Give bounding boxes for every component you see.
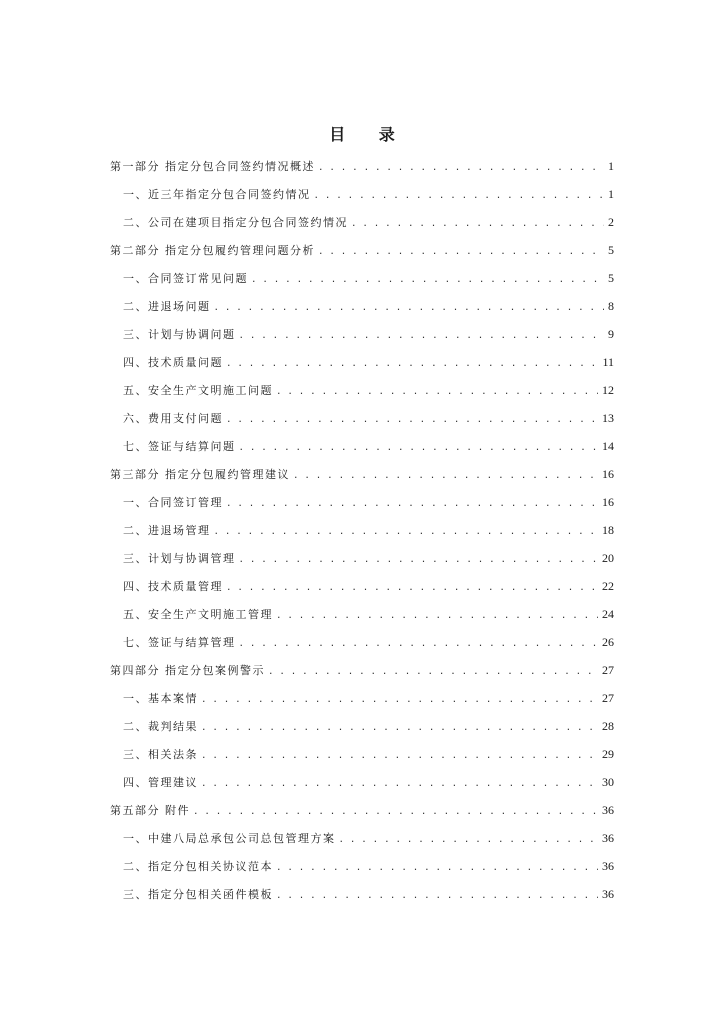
toc-page-number: 12 (602, 383, 614, 397)
toc-subsection-entry[interactable] (110, 295, 614, 323)
toc-dot-leader (319, 240, 604, 262)
toc-dot-leader (227, 492, 598, 514)
toc-entry-label: 三、指定分包相关函件模板 (123, 888, 273, 901)
toc-subsection-entry[interactable] (110, 435, 614, 463)
page-title: 目 录 (329, 125, 409, 144)
toc-entry-label: 第一部分 指定分包合同签约情况概述 (110, 160, 315, 173)
toc-page-number: 20 (602, 551, 614, 565)
toc-section-entry[interactable] (110, 463, 614, 491)
toc-section-entry[interactable] (110, 659, 614, 687)
toc-subsection-entry[interactable] (110, 547, 614, 575)
toc-subsection-entry[interactable] (110, 211, 614, 239)
toc-page-number: 27 (602, 663, 614, 677)
toc-dot-leader (240, 548, 599, 570)
toc-entry-label: 五、安全生产文明施工管理 (123, 608, 273, 621)
toc-dot-leader (227, 576, 598, 598)
toc-subsection-entry[interactable] (110, 631, 614, 659)
toc-subsection-entry[interactable] (110, 323, 614, 351)
toc-entry-label: 第四部分 指定分包案例警示 (110, 664, 265, 677)
toc-entry-label: 二、公司在建项目指定分包合同签约情况 (123, 216, 348, 229)
toc-entry-label: 三、相关法条 (123, 748, 198, 761)
toc-page-number: 36 (602, 887, 614, 901)
toc-dot-leader (227, 352, 598, 374)
toc-subsection-entry[interactable] (110, 519, 614, 547)
toc-subsection-entry[interactable] (110, 575, 614, 603)
toc-dot-leader (202, 688, 598, 710)
toc-dot-leader (240, 324, 605, 346)
toc-dot-leader (215, 520, 599, 542)
toc-subsection-entry[interactable] (110, 351, 614, 379)
toc-dot-leader (202, 772, 598, 794)
toc-entry-label: 一、合同签订常见问题 (123, 272, 248, 285)
toc-dot-leader (240, 436, 599, 458)
toc-entry-label: 六、费用支付问题 (123, 412, 223, 425)
toc-subsection-entry[interactable] (110, 407, 614, 435)
toc-page-number: 36 (602, 859, 614, 873)
toc-entry-label: 三、计划与协调管理 (123, 552, 236, 565)
toc-page-number: 18 (602, 523, 614, 537)
toc-dot-leader (294, 464, 598, 486)
toc-dot-leader (315, 184, 605, 206)
toc-dot-leader (194, 800, 598, 822)
toc-entry-label: 一、合同签订管理 (123, 496, 223, 509)
toc-subsection-entry[interactable] (110, 183, 614, 211)
toc-section-entry[interactable] (110, 155, 614, 183)
toc-page-number: 36 (602, 803, 614, 817)
toc-dot-leader (215, 296, 605, 318)
toc-dot-leader (227, 408, 598, 430)
toc-subsection-entry[interactable] (110, 687, 614, 715)
toc-page-number: 9 (608, 327, 614, 341)
toc-subsection-entry[interactable] (110, 743, 614, 771)
toc-subsection-entry[interactable] (110, 827, 614, 855)
toc-dot-leader (277, 380, 598, 402)
toc-page-number: 1 (608, 187, 614, 201)
toc-dot-leader (340, 828, 599, 850)
toc-section-entry[interactable] (110, 239, 614, 267)
toc-section-entry[interactable] (110, 799, 614, 827)
toc-entry-label: 一、中建八局总承包公司总包管理方案 (123, 832, 336, 845)
toc-page-number: 29 (602, 747, 614, 761)
toc-entry-label: 一、近三年指定分包合同签约情况 (123, 188, 311, 201)
toc-subsection-entry[interactable] (110, 267, 614, 295)
toc-dot-leader (252, 268, 604, 290)
toc-entry-label: 四、管理建议 (123, 776, 198, 789)
toc-page-number: 14 (602, 439, 614, 453)
toc-dot-leader (277, 856, 598, 878)
table-of-contents (110, 155, 614, 911)
toc-entry-label: 五、安全生产文明施工问题 (123, 384, 273, 397)
toc-entry-label: 七、签证与结算管理 (123, 636, 236, 649)
toc-dot-leader (269, 660, 598, 682)
toc-entry-label: 第三部分 指定分包履约管理建议 (110, 468, 290, 481)
toc-dot-leader (277, 884, 598, 906)
toc-entry-label: 四、技术质量问题 (123, 356, 223, 369)
toc-page-number: 27 (602, 691, 614, 705)
toc-page-number: 11 (602, 355, 614, 369)
toc-page-number: 2 (608, 215, 614, 229)
toc-dot-leader (202, 716, 598, 738)
toc-dot-leader (240, 632, 599, 654)
toc-subsection-entry[interactable] (110, 603, 614, 631)
toc-entry-label: 四、技术质量管理 (123, 580, 223, 593)
toc-entry-label: 第五部分 附件 (110, 804, 190, 817)
toc-dot-leader (277, 604, 598, 626)
toc-page-number: 16 (602, 467, 614, 481)
toc-page-number: 36 (602, 831, 614, 845)
toc-page-number: 16 (602, 495, 614, 509)
toc-page-number: 5 (608, 271, 614, 285)
toc-page-number: 13 (602, 411, 614, 425)
toc-page-number: 24 (602, 607, 614, 621)
toc-page-number: 1 (608, 159, 614, 173)
toc-page-number: 28 (602, 719, 614, 733)
toc-entry-label: 二、指定分包相关协议范本 (123, 860, 273, 873)
toc-entry-label: 二、进退场问题 (123, 300, 211, 313)
toc-subsection-entry[interactable] (110, 855, 614, 883)
toc-entry-label: 七、签证与结算问题 (123, 440, 236, 453)
toc-entry-label: 一、基本案情 (123, 692, 198, 705)
toc-subsection-entry[interactable] (110, 491, 614, 519)
toc-dot-leader (202, 744, 598, 766)
toc-entry-label: 二、进退场管理 (123, 524, 211, 537)
toc-page-number: 26 (602, 635, 614, 649)
toc-subsection-entry[interactable] (110, 379, 614, 407)
toc-subsection-entry[interactable] (110, 883, 614, 911)
toc-subsection-entry[interactable] (110, 715, 614, 743)
toc-page-number: 8 (608, 299, 614, 313)
toc-entry-label: 三、计划与协调问题 (123, 328, 236, 341)
toc-entry-label: 第二部分 指定分包履约管理问题分析 (110, 244, 315, 257)
toc-page-number: 22 (602, 579, 614, 593)
toc-dot-leader (319, 156, 604, 178)
toc-entry-label: 二、裁判结果 (123, 720, 198, 733)
toc-subsection-entry[interactable] (110, 771, 614, 799)
toc-page-number: 30 (602, 775, 614, 789)
toc-page-number: 5 (608, 243, 614, 257)
toc-dot-leader (352, 212, 604, 234)
